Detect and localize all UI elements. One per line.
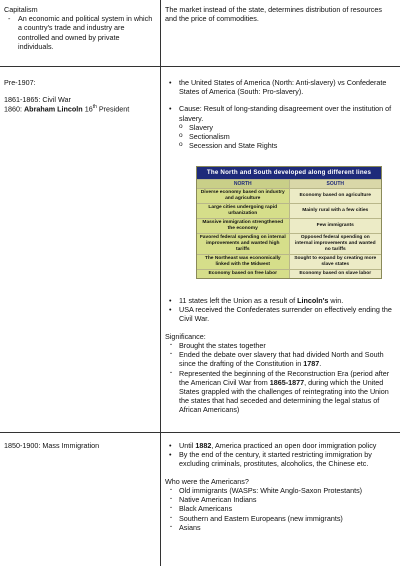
significance-item [165, 350, 393, 368]
capitalism-right [165, 5, 393, 23]
capitalism-note: The market instead of the state, determines distribution of resources and the price of commodities. [165, 5, 382, 24]
lincoln-ord: 16 [82, 104, 93, 114]
table-row [197, 188, 381, 203]
significance-item [165, 369, 393, 415]
table-cell-south: Economy based on slave labor [290, 270, 382, 278]
lincoln-bold: Lincoln's [297, 296, 329, 305]
capitalism-left [4, 5, 154, 51]
pre1907-left [4, 78, 154, 114]
who-heading: Who were the Americans? [165, 476, 249, 486]
cause-sectionalism: o Sectionalism [165, 132, 393, 141]
open-door-year: 1882 [195, 441, 212, 450]
cause-item: • Cause: Result of long-standing disagreement over the institution of slavery. [165, 104, 393, 122]
immigration-right [165, 441, 393, 532]
col-south-header: SOUTH [290, 180, 382, 188]
immigration-left [4, 441, 154, 450]
table-row [197, 218, 381, 233]
table-cell-south: Sought to expand by creating more slave states [290, 255, 382, 269]
lincoln-line [4, 104, 154, 114]
table-cell-north: Economy based on free labor [197, 270, 290, 278]
states-left-item [165, 296, 393, 305]
group-item: · Southern and Eastern Europeans (new immigrants) [165, 514, 393, 523]
table-row [197, 233, 381, 254]
immigration-list [165, 441, 393, 469]
table-cell-south: Mainly rural with a few cities [290, 204, 382, 218]
table-header-row [197, 179, 381, 188]
immigration-heading: 1850-1900: Mass Immigration [4, 441, 100, 450]
cause-sublist [165, 123, 393, 151]
cause-secession: o Secession and State Rights [165, 141, 393, 150]
section-divider [0, 432, 400, 433]
sig2-text: Ended the debate over slavery that had divided North and South since the drafting of the Constitution in [179, 350, 384, 369]
surrender-item: • USA received the Confederates surrender on effectively ending the Civil War. [165, 305, 393, 323]
open-door-a: Until [179, 441, 196, 450]
cause-slavery: o Slavery [165, 123, 393, 132]
sig2-year: 1787 [303, 359, 320, 369]
sides-item: • the United States of America (North: Anti-slavery) vs Confederate States of America (South: Pro-slavery). [165, 78, 393, 96]
lincoln-sup: th [92, 104, 97, 111]
pre1907-right [165, 78, 393, 151]
sig3-years: 1865-1877 [269, 377, 305, 387]
civil-war-list [165, 78, 393, 123]
open-door-c: , America practiced an open door immigration policy [211, 441, 377, 450]
restriction-item: • By the end of the century, it started restricting immigration by excluding criminals, prostitutes, alcoholics, the Chinese etc. [165, 450, 393, 468]
table-cell-south: Few immigrants [290, 219, 382, 233]
lincoln-suffix: President [96, 104, 130, 114]
significance-heading: Significance: [165, 331, 206, 341]
outcome-list [165, 296, 393, 324]
group-item: · Black Americans [165, 504, 393, 513]
sig2-end: . [319, 359, 322, 369]
column-divider [160, 0, 161, 566]
states-left-end: win. [328, 296, 344, 305]
after-table [165, 296, 393, 415]
groups-list [165, 486, 393, 532]
table-cell-north: The Northeast was economically linked with the Midwest [197, 255, 290, 269]
sig3-end: , during which the United States grappled with the challenges of reintegrating into the Union the states that had seceded and determining the legal status of African Americans) [179, 377, 389, 415]
table-cell-north: Diverse economy based on industry and agriculture [197, 189, 290, 203]
civil-war-line: 1861-1865: Civil War [4, 95, 71, 105]
table-cell-north: Large cities undergoing rapid urbanization [197, 204, 290, 218]
table-cell-south: Economy based on agriculture [290, 189, 382, 203]
capitalism-definition: - An economic and political system in which a country's trade and industry are controlled and owned by private individuals. [4, 14, 154, 51]
significance-list [165, 341, 393, 415]
table-cell-south: Opposed federal spending on internal improvements and wanted no tariffs [290, 234, 382, 254]
table-cell-north: Favored federal spending on internal improvements and wanted high tariffs [197, 234, 290, 254]
group-item: · Asians [165, 523, 393, 532]
table-row [197, 269, 381, 278]
table-row [197, 203, 381, 218]
capitalism-heading: Capitalism [4, 5, 38, 14]
lincoln-name: Abraham Lincoln [23, 104, 83, 114]
open-door-item [165, 441, 393, 450]
table-row [197, 254, 381, 269]
section-divider [0, 66, 400, 67]
table-cell-north: Massive immigration strengthened the economy [197, 219, 290, 233]
col-north-header: NORTH [197, 180, 290, 188]
states-left-text: 11 states left the Union as a result of [179, 296, 298, 305]
pre1907-heading: Pre-1907: [4, 78, 36, 87]
sig3-text: Represented the beginning of the Reconstruction Era (period after the American Civil War from [179, 368, 390, 387]
significance-item: · Brought the states together [165, 341, 393, 350]
group-item: · Native American Indians [165, 495, 393, 504]
capitalism-list [4, 14, 154, 51]
north-south-table [196, 166, 382, 279]
table-title: The North and South developed along different lines [197, 167, 381, 179]
group-item: · Old immigrants (WASPs: White Anglo-Saxon Protestants) [165, 486, 393, 495]
lincoln-prefix: 1860: [4, 104, 24, 114]
